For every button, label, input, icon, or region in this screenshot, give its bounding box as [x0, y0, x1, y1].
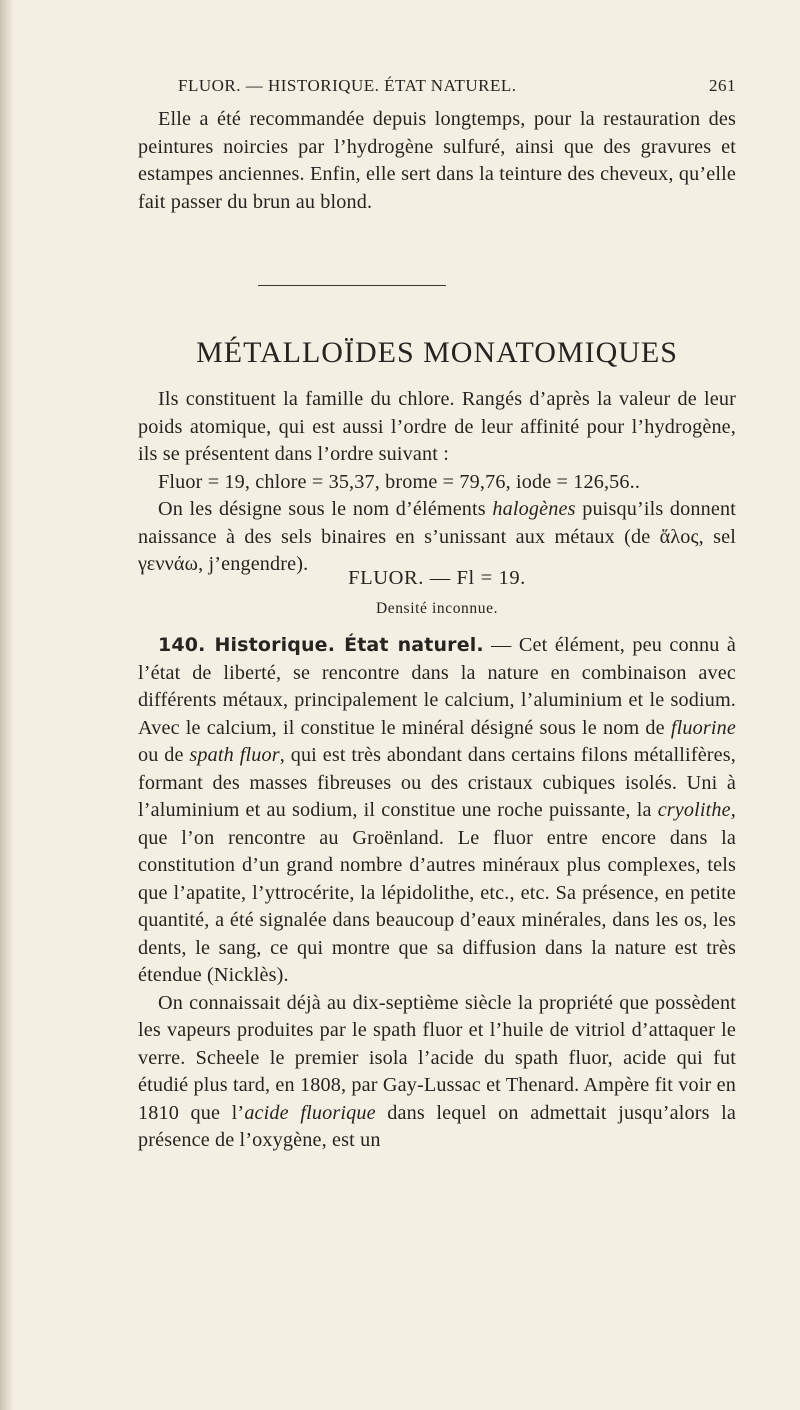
term-spath-fluor: spath fluor: [189, 744, 280, 766]
density-note: Densité inconnue.: [375, 600, 499, 617]
term-cryolithe: cryolithe: [657, 799, 731, 821]
atomic-weights-line: Fluor = 19, chlore = 35,37, brome = 79,76, iode = 126,56..: [158, 470, 641, 493]
article-paragraph-1: [138, 632, 736, 990]
book-spine-shadow: [0, 0, 14, 1410]
page-number: 261: [709, 76, 736, 95]
article-block: [138, 632, 736, 1155]
art-p1-c: , qui est très abondant dans certains filons métallifères, formant des masses fibreuses ou des cristaux cubiques isolés. Uni à l’aluminium et au sodium, il constitue une roche puissante, la: [138, 744, 736, 821]
article-heading: 140. Historique. État naturel.: [158, 634, 484, 656]
para2-text-b: puisqu’ils donnent naissance à des sels binaires en s’unissant aux métaux (de ἅλος, sel γεννάω, j’engendre).: [138, 498, 737, 575]
art-p1-b: ou de: [138, 744, 190, 766]
art-p1-a: — Cet élément, peu connu à l’état de liberté, se rencontre dans la nature en combinaison avec différents métaux, principalement le calcium, l’aluminium et le sodium. Avec le calcium, il constitue le minéral désigné sous le nom de: [138, 634, 737, 739]
section-title: MÉTALLOÏDES MONATOMIQUES: [196, 336, 678, 369]
section-paragraph-1: Ils constituent la famille du chlore. Rangés d’après la valeur de leur poids atomique, qui est aussi l’ordre de leur affinité pour l’hydrogène, ils se présentent dans l’ordre suivant :: [138, 388, 736, 465]
section-divider: [258, 285, 446, 286]
art-p2-b: dans lequel on admettait jusqu’alors la présence de l’oxygène, est un: [138, 1101, 736, 1151]
art-p2-a: On connaissait déjà au dix-septième siècle la propriété que possèdent les vapeurs produites par le spath fluor et l’huile de vitriol d’attaquer le verre. Scheele le premier isola l’acide du spath fluor, acide qui fut étudié plus tard, en 1808, par Gay-Lussac et Thenard. Ampère fit voir en 1810 que l’: [138, 991, 736, 1124]
section-intro-block: [138, 386, 736, 579]
intro-paragraph-block: [138, 106, 736, 216]
intro-paragraph: Elle a été recommandée depuis longtemps, pour la restauration des peintures noircies par l’hydrogène sulfuré, ainsi que des gravures et estampes anciennes. Enfin, elle sert dans la teinture des cheveux, qu’elle fait passer du brun au blond.: [138, 108, 736, 213]
para2-text-a: On les désigne sous le nom d’éléments: [158, 498, 493, 520]
term-fluorine: fluorine: [670, 716, 736, 739]
article-paragraph-2: [138, 990, 736, 1155]
running-head-title: FLUOR. — HISTORIQUE. ÉTAT NATUREL.: [178, 76, 517, 95]
art-p1-d: , que l’on rencontre au Groënland. Le fluor entre encore dans la constitution d’un grand nombre d’autres minéraux plus complexes, tels que l’apatite, l’yttrocérite, la lépidolithe, etc., etc. Sa présence, en petite quantité, a été signalée dans beaucoup d’eaux minérales, dans les os, les dents, le sang, ce qui montre que sa diffusion dans la nature est très étendue (Nicklès).: [138, 799, 736, 986]
element-heading: FLUOR. — Fl = 19.: [348, 567, 526, 589]
term-acide-fluorique: acide fluorique: [244, 1101, 376, 1124]
term-halogenes: halogènes: [492, 498, 576, 520]
